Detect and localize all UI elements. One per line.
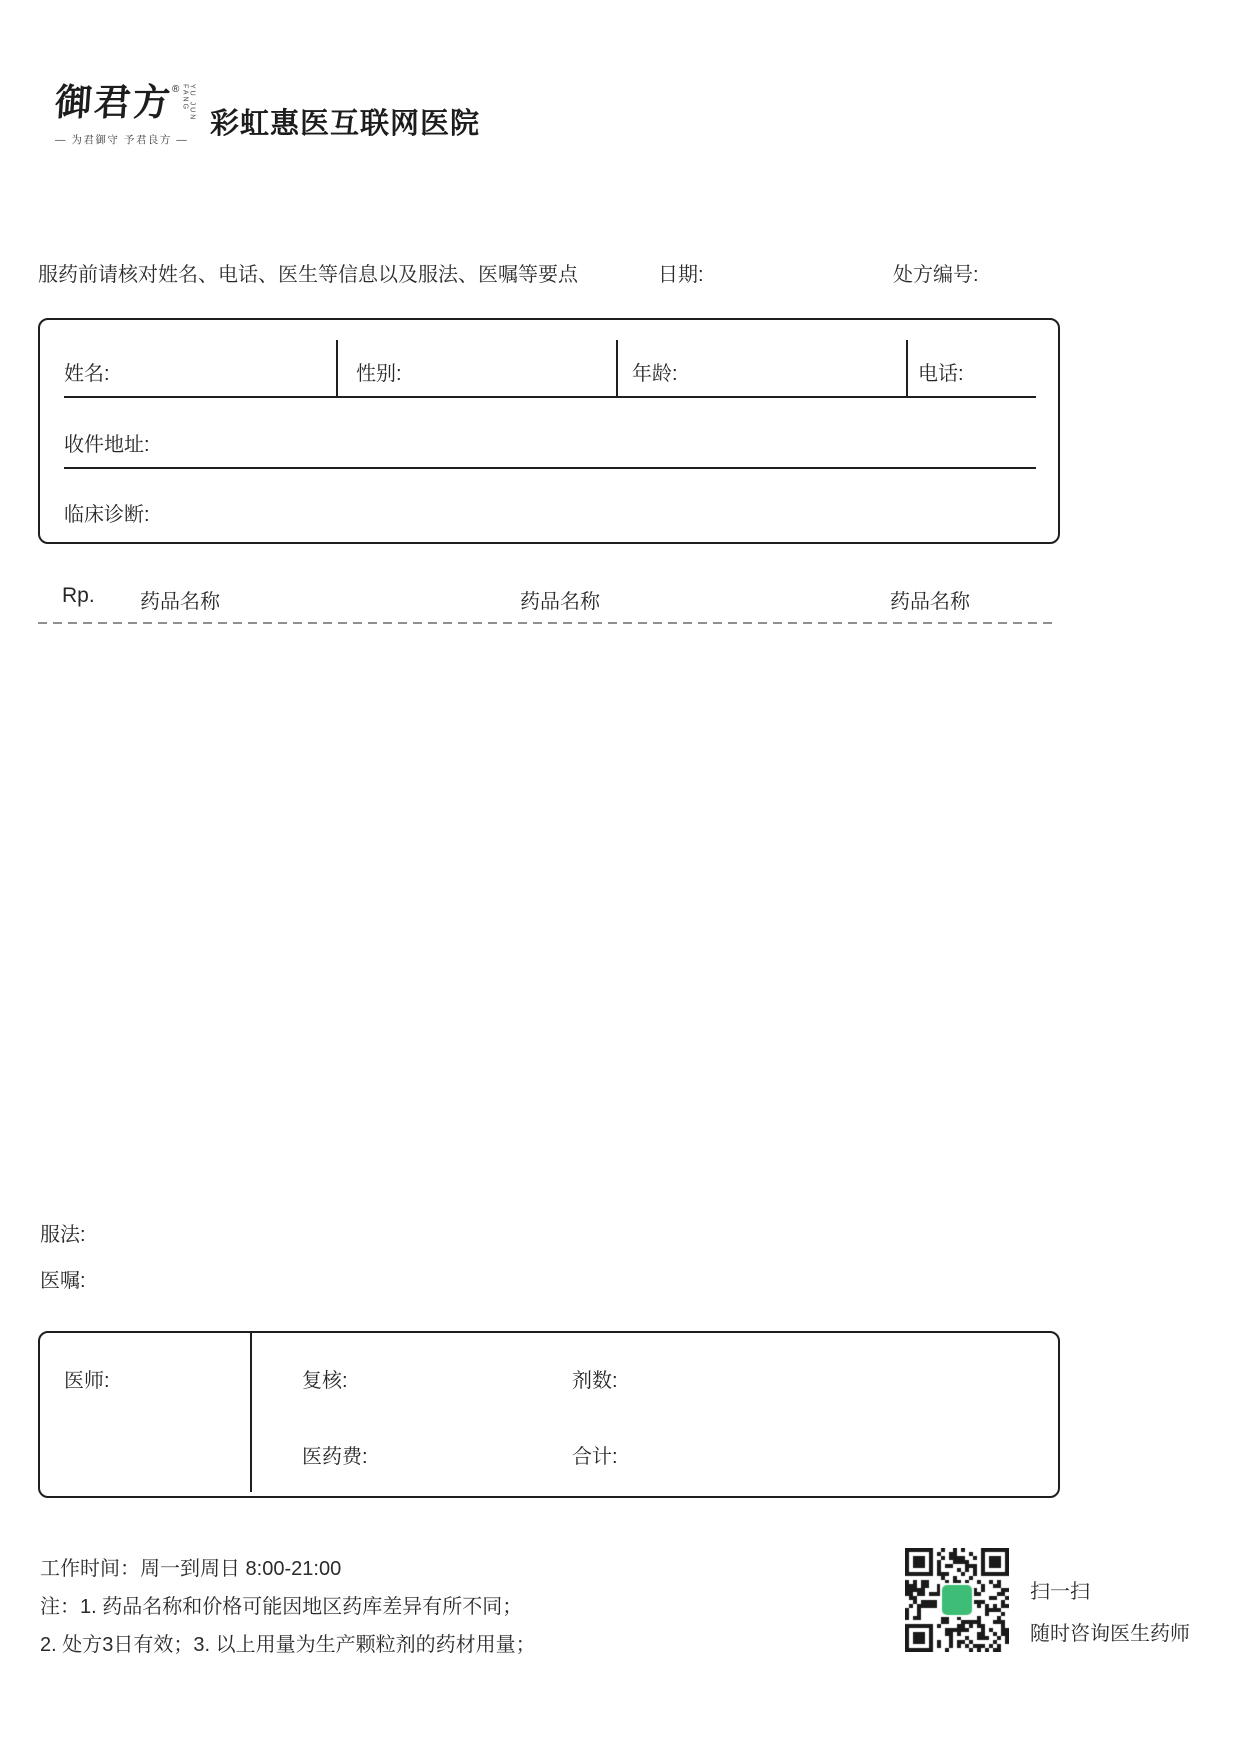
field-divider: [616, 340, 618, 398]
review-label: 复核:: [302, 1370, 348, 1392]
shipping-address-label: 收件地址:: [64, 434, 150, 456]
rp-label: Rp.: [62, 584, 95, 607]
drug-name-column-2: 药品名称: [520, 591, 600, 613]
total-label: 合计:: [572, 1446, 618, 1468]
qr-scan-label: 扫一扫: [1030, 1581, 1090, 1603]
field-divider: [906, 340, 908, 398]
clinical-diagnosis-label: 临床诊断:: [64, 504, 150, 526]
footer-note-1: 注：1. 药品名称和价格可能因地区药库差异有所不同；: [40, 1596, 523, 1618]
rx-number-label: 处方编号:: [893, 264, 979, 286]
field-divider: [336, 340, 338, 398]
working-hours: 工作时间：周一到周日 8:00-21:00: [40, 1558, 342, 1580]
patient-name-label: 姓名:: [64, 363, 110, 385]
signoff-divider: [250, 1333, 252, 1492]
doctor-advice-label: 医嘱:: [40, 1270, 86, 1292]
row-separator-line: [64, 467, 1036, 469]
pre-check-notice: 服药前请核对姓名、电话、医生等信息以及服法、医嘱等要点: [38, 264, 578, 286]
patient-gender-label: 性别:: [356, 363, 402, 385]
row-separator-line: [64, 396, 1036, 398]
qr-code-canvas: [905, 1548, 1009, 1652]
registered-trademark-icon: ®: [172, 84, 180, 95]
dose-count-label: 剂数:: [572, 1370, 618, 1392]
patient-age-label: 年龄:: [632, 363, 678, 385]
medicine-fee-label: 医药费:: [302, 1446, 368, 1468]
brand-logo-vertical-text: YU JUN FANG: [181, 84, 196, 122]
hospital-title: 彩虹惠医互联网医院: [210, 108, 481, 140]
qr-description: 随时咨询医生药师: [1030, 1623, 1190, 1645]
drug-name-column-1: 药品名称: [140, 591, 220, 613]
brand-tagline: — 为君御守 予君良方 —: [55, 134, 189, 146]
qr-code: [905, 1548, 1009, 1652]
date-label: 日期:: [658, 264, 704, 286]
footer-note-2: 2. 处方3日有效；3. 以上用量为生产颗粒剂的药材用量；: [40, 1634, 536, 1656]
usage-label: 服法:: [40, 1224, 86, 1246]
patient-phone-label: 电话:: [918, 363, 964, 385]
patient-info-box: [38, 318, 1060, 544]
dashed-separator-line: [38, 622, 1058, 624]
brand-logo: [53, 80, 205, 147]
drug-name-column-3: 药品名称: [890, 591, 970, 613]
signoff-box: [38, 1331, 1060, 1498]
physician-label: 医师:: [64, 1370, 110, 1392]
brand-logo-text: 御君方: [53, 80, 174, 124]
